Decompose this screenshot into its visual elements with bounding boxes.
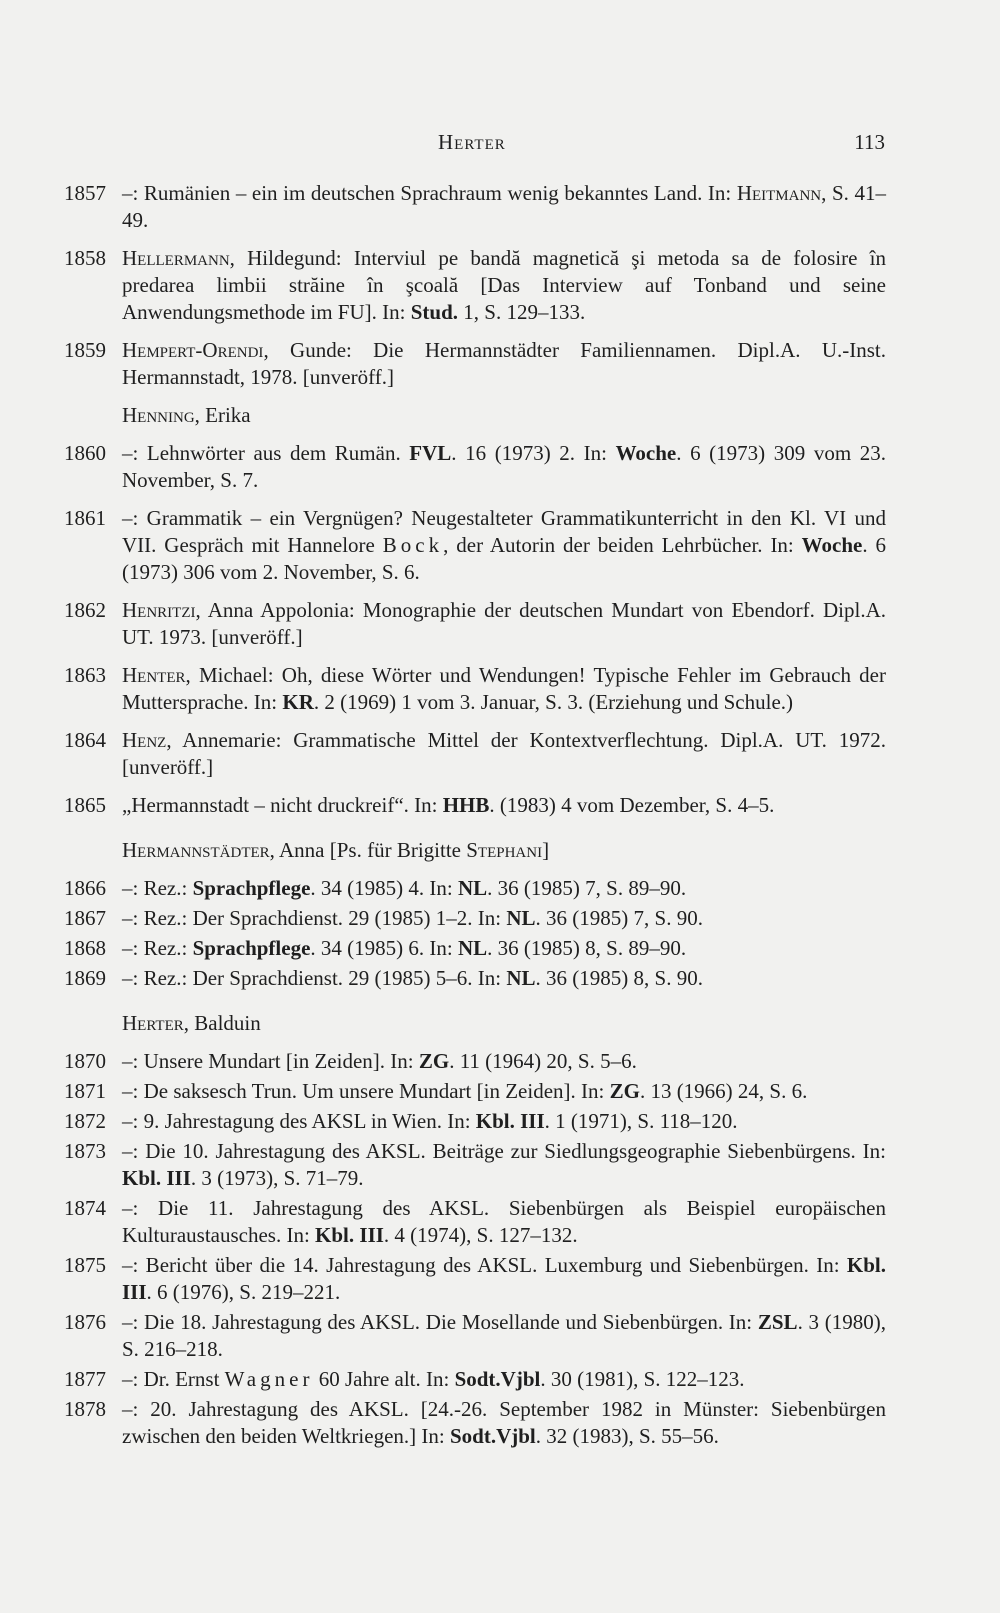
entry-text: . 13 (1966) 24, S. 6. <box>639 1079 808 1103</box>
bibliography-entry <box>64 1108 886 1135</box>
entry-text: . 34 (1985) 6. In: <box>310 936 458 960</box>
page-number: 113 <box>854 130 885 154</box>
bibliography-entry <box>64 875 886 902</box>
entry-text: –: 20. Jahrestagung des AKSL. [24.-26. September 1982 in Münster: Siebenbürgen zwischen den beiden Weltkriegen.] In: <box>122 1397 886 1448</box>
entry-number: 1859 <box>64 338 106 362</box>
author-name: Henritzi <box>122 598 196 622</box>
entry-text: . 6 (1973) 309 vom 23. November, S. 7. <box>122 441 886 492</box>
entry-text: –: Bericht über die 14. Jahrestagung des AKSL. Luxemburg und Siebenbürgen. In: <box>122 1253 847 1277</box>
bibliography-entry <box>64 505 886 586</box>
author-name: Henz <box>122 728 167 752</box>
bibliography-entry <box>64 180 886 234</box>
entry-number: 1873 <box>64 1139 106 1163</box>
author-name: Hermannstädter <box>122 838 270 862</box>
entry-text: –: Die 18. Jahrestagung des AKSL. Die Mosellande und Siebenbürgen. In: <box>122 1310 758 1334</box>
journal-abbrev: ZG <box>609 1079 640 1103</box>
running-head: Herter <box>438 130 506 154</box>
entry-text: . (1983) 4 vom Dezember, S. 4–5. <box>489 793 775 817</box>
journal-abbrev: Woche <box>801 533 863 557</box>
entry-text: –: Rez.: Der Sprachdienst. 29 (1985) 5–6. In: <box>122 966 507 990</box>
entry-text: –: De saksesch Trun. Um unsere Mundart [in Zeiden]. In: <box>122 1079 610 1103</box>
journal-abbrev: HHB <box>442 793 490 817</box>
entry-number: 1878 <box>64 1397 106 1421</box>
journal-abbrev: Sprachpflege <box>192 876 311 900</box>
entry-text: –: Die 10. Jahrestagung des AKSL. Beiträge zur Siedlungsgeographie Siebenbürgens. In: <box>122 1139 886 1163</box>
entry-text: , der Autorin der beiden Lehrbücher. In: <box>443 533 802 557</box>
entry-text: . 3 (1973), S. 71–79. <box>190 1166 364 1190</box>
bibliography-entry <box>64 597 886 651</box>
bibliography-entry <box>64 1138 886 1192</box>
author-heading <box>64 1010 886 1037</box>
entry-number: 1867 <box>64 906 106 930</box>
journal-abbrev: ZG <box>418 1049 450 1073</box>
entry-text: . 16 (1973) 2. In: <box>451 441 616 465</box>
entry-text: , Gunde: Die Hermannstädter Familiennamen. Dipl.A. U.-Inst. Hermannstadt, 1978. [unveröff.] <box>122 338 886 389</box>
bibliography-entry <box>64 1252 886 1306</box>
journal-abbrev: Sodt.Vjbl <box>449 1424 536 1448</box>
entry-text: , S. 41–49. <box>122 181 886 232</box>
entry-text: . 6 (1976), S. 219–221. <box>146 1280 341 1304</box>
entry-text: , Annemarie: Grammatische Mittel der Kontextverflechtung. Dipl.A. UT. 1972. [unveröff.] <box>122 728 886 779</box>
entry-text: . 3 (1980), S. 216–218. <box>122 1310 886 1361</box>
author-name: Stephani <box>466 838 543 862</box>
entry-text: –: Rez.: <box>122 876 193 900</box>
journal-abbrev: Sodt.Vjbl <box>454 1367 541 1391</box>
entry-text: –: Unsere Mundart [in Zeiden]. In: <box>122 1049 419 1073</box>
spaced-name: Bock <box>382 533 444 557</box>
entry-text: 60 Jahre alt. In: <box>313 1367 455 1391</box>
journal-abbrev: Kbl. III <box>475 1109 545 1133</box>
bibliography-entry <box>64 905 886 932</box>
entry-number: 1877 <box>64 1367 106 1391</box>
bibliography-entry <box>64 245 886 326</box>
entry-number: 1866 <box>64 876 106 900</box>
entry-text: , Balduin <box>183 1011 261 1035</box>
author-heading <box>64 402 886 429</box>
page-header <box>118 130 885 160</box>
entry-text: , Hildegund: Interviul pe bandă magnetică şi metoda sa de folosire în predarea limbii străine în şcoală [Das Interview auf Tonband und seine Anwendungsmethode im FU]. In: <box>122 246 886 324</box>
bibliography-entry <box>64 727 886 781</box>
entry-text: –: Rez.: <box>122 936 193 960</box>
entry-text: . 6 (1973) 306 vom 2. November, S. 6. <box>122 533 886 584</box>
entry-number: 1858 <box>64 246 106 270</box>
entry-text: . 11 (1964) 20, S. 5–6. <box>449 1049 637 1073</box>
entry-text: –: Dr. Ernst <box>122 1367 225 1391</box>
entry-text: , Michael: Oh, diese Wörter und Wendungen! Typische Fehler im Gebrauch der Muttersprache. In: <box>122 663 886 714</box>
journal-abbrev: Kbl. III <box>315 1223 384 1247</box>
entry-number: 1869 <box>64 966 106 990</box>
entry-text: –: Rez.: Der Sprachdienst. 29 (1985) 1–2. In: <box>122 906 507 930</box>
entry-number: 1876 <box>64 1310 106 1334</box>
bibliography-entry <box>64 792 886 819</box>
entry-number: 1865 <box>64 793 106 817</box>
journal-abbrev: NL <box>506 906 536 930</box>
entry-text: , Anna [Ps. für Brigitte <box>269 838 467 862</box>
entry-text: „Hermannstadt – nicht druckreif“. In: <box>122 793 443 817</box>
bibliography-entry <box>64 337 886 391</box>
bibliography-entry <box>64 1309 886 1363</box>
author-name: Hempert-Orendi <box>122 338 264 362</box>
entry-text: . 1 (1971), S. 118–120. <box>544 1109 738 1133</box>
journal-abbrev: NL <box>457 876 488 900</box>
journal-abbrev: Sprachpflege <box>192 936 311 960</box>
entry-number: 1871 <box>64 1079 106 1103</box>
journal-abbrev: FVL <box>409 441 452 465</box>
bibliography-entry <box>64 440 886 494</box>
spaced-name: Wagner <box>224 1367 314 1391</box>
entry-text: , Anna Appolonia: Monographie der deutschen Mundart von Ebendorf. Dipl.A. UT. 1973. [unveröff.] <box>122 598 886 649</box>
entry-text: –: Rumänien – ein im deutschen Sprachraum wenig bekanntes Land. In: <box>122 181 737 205</box>
entry-number: 1860 <box>64 441 106 465</box>
author-heading <box>64 837 886 864</box>
entry-number: 1872 <box>64 1109 106 1133</box>
journal-abbrev: Stud. <box>410 300 459 324</box>
journal-abbrev: NL <box>506 966 536 990</box>
entry-text: . 36 (1985) 7, S. 89–90. <box>487 876 687 900</box>
journal-abbrev: Woche <box>615 441 677 465</box>
author-name: Hellermann <box>122 246 230 270</box>
journal-abbrev: NL <box>457 936 488 960</box>
entry-text: . 36 (1985) 7, S. 90. <box>535 906 703 930</box>
journal-abbrev: Kbl. III <box>122 1253 886 1304</box>
bibliography-entry <box>64 1048 886 1075</box>
entry-text: –: Grammatik – ein Vergnügen? Neugestalteter Grammatikunterricht in den Kl. VI und VII. Gespräch mit Hannelore <box>122 506 886 557</box>
entry-number: 1870 <box>64 1049 106 1073</box>
entry-text: ] <box>542 838 550 862</box>
entry-text: . 32 (1983), S. 55–56. <box>535 1424 719 1448</box>
entry-text: . 36 (1985) 8, S. 90. <box>535 966 703 990</box>
entry-text: . 2 (1969) 1 vom 3. Januar, S. 3. (Erziehung und Schule.) <box>313 690 794 714</box>
author-name: Herter <box>122 1011 184 1035</box>
entry-text: . 4 (1974), S. 127–132. <box>383 1223 578 1247</box>
entry-text: –: 9. Jahrestagung des AKSL in Wien. In: <box>122 1109 476 1133</box>
bibliography-entry <box>64 1078 886 1105</box>
bibliography-entry <box>64 1366 886 1393</box>
entry-number: 1864 <box>64 728 106 752</box>
bibliography-entry <box>64 662 886 716</box>
bibliography-entry <box>64 965 886 992</box>
entry-number: 1862 <box>64 598 106 622</box>
entry-number: 1861 <box>64 506 106 530</box>
journal-abbrev: Kbl. III <box>122 1166 191 1190</box>
bibliography-body <box>64 180 886 1461</box>
bibliography-entry <box>64 935 886 962</box>
entry-text: . 36 (1985) 8, S. 89–90. <box>487 936 687 960</box>
author-name: Heitmann <box>736 181 822 205</box>
author-name: Henning <box>122 403 195 427</box>
entry-text: 1, S. 129–133. <box>458 300 586 324</box>
entry-number: 1868 <box>64 936 106 960</box>
bibliography-entry <box>64 1396 886 1450</box>
entry-text: . 30 (1981), S. 122–123. <box>540 1367 745 1391</box>
entry-number: 1863 <box>64 663 106 687</box>
journal-abbrev: ZSL <box>757 1310 798 1334</box>
entry-number: 1875 <box>64 1253 106 1277</box>
entry-number: 1857 <box>64 181 106 205</box>
entry-text: –: Lehnwörter aus dem Rumän. <box>122 441 410 465</box>
entry-text: –: Die 11. Jahrestagung des AKSL. Siebenbürgen als Beispiel europäischen Kulturaustausches. In: <box>122 1196 886 1247</box>
entry-number: 1874 <box>64 1196 106 1220</box>
journal-abbrev: KR <box>282 690 314 714</box>
entry-text: , Erika <box>194 403 251 427</box>
bibliography-entry <box>64 1195 886 1249</box>
entry-text: . 34 (1985) 4. In: <box>310 876 458 900</box>
author-name: Henter <box>122 663 186 687</box>
